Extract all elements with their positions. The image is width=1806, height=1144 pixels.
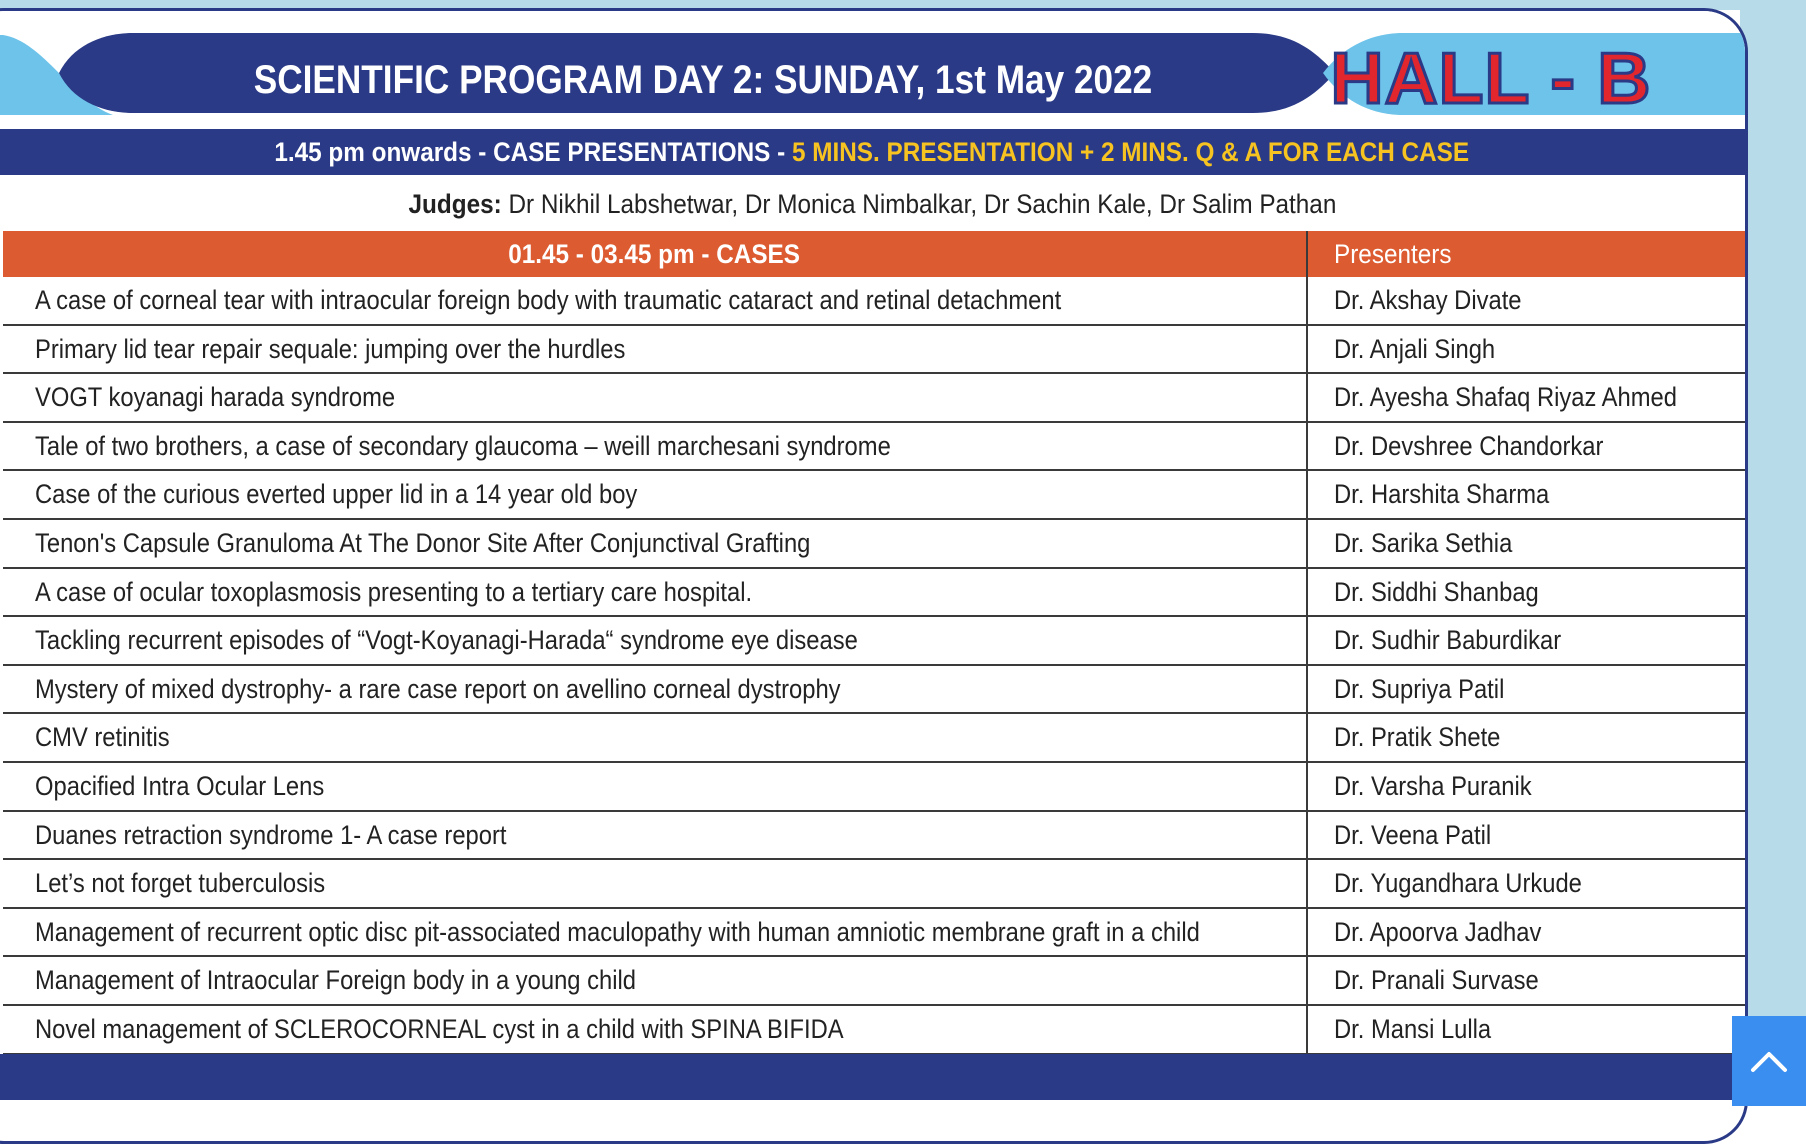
presenter-cell: [1308, 471, 1745, 518]
judges-text: [372, 181, 1336, 227]
case-title: Duanes retraction syndrome 1- A case report: [35, 819, 507, 850]
presenter-name: Dr. Mansi Lulla: [1334, 1013, 1492, 1044]
table-row: [3, 812, 1745, 861]
case-title: Tackling recurrent episodes of “Vogt-Koyanagi-Harada“ syndrome eye disease: [35, 625, 858, 656]
presenter-cell: [1308, 763, 1745, 810]
table-row: [3, 714, 1745, 763]
case-cell: [3, 277, 1308, 324]
presenter-name: Dr. Apoorva Jadhav: [1334, 916, 1542, 947]
presenter-cell: [1308, 909, 1745, 956]
table-row: [3, 471, 1745, 520]
presenter-cell: [1308, 957, 1745, 1004]
table-row: [3, 617, 1745, 666]
presenter-cell: [1308, 812, 1745, 859]
program-card: [0, 8, 1748, 1144]
case-title: Mystery of mixed dystrophy- a rare case report on avellino corneal dystrophy: [35, 673, 841, 704]
presenter-name: Dr. Sudhir Baburdikar: [1334, 625, 1562, 656]
table-row: [3, 957, 1745, 1006]
case-title: Tenon's Capsule Granuloma At The Donor Site After Conjunctival Grafting: [35, 527, 811, 558]
case-cell: [3, 666, 1308, 713]
presenter-name: Dr. Akshay Divate: [1334, 285, 1522, 315]
table-row: [3, 763, 1745, 812]
header-presenters-label: Presenters: [1334, 239, 1452, 269]
presenter-name: Dr. Anjali Singh: [1334, 333, 1496, 364]
session-info-text: [239, 129, 1470, 175]
case-cell: [3, 569, 1308, 616]
footer-band: [0, 1054, 1745, 1100]
cases-table: [3, 231, 1745, 1055]
chevron-up-icon: [1749, 1048, 1789, 1074]
table-row: [3, 520, 1745, 569]
table-row: [3, 909, 1745, 958]
presenter-name: Dr. Sarika Sethia: [1334, 527, 1513, 558]
case-title: Primary lid tear repair sequale: jumping over the hurdles: [35, 333, 626, 364]
table-row: [3, 1006, 1745, 1055]
case-title: A case of corneal tear with intraocular foreign body with traumatic cataract and retinal detachment: [35, 285, 1062, 315]
presenter-cell: [1308, 520, 1745, 567]
presenter-cell: [1308, 666, 1745, 713]
presenter-name: Dr. Pranali Survase: [1334, 965, 1539, 996]
case-title: Tale of two brothers, a case of secondary glaucoma – weill marchesani syndrome: [35, 430, 891, 461]
case-cell: [3, 812, 1308, 859]
case-title: Case of the curious everted upper lid in a 14 year old boy: [35, 479, 638, 510]
presenter-name: Dr. Yugandhara Urkude: [1334, 868, 1582, 899]
presenter-cell: [1308, 617, 1745, 664]
case-title: Management of recurrent optic disc pit-associated maculopathy with human amniotic membrane graft in a child: [35, 916, 1200, 947]
presenter-cell: [1308, 569, 1745, 616]
table-row: [3, 374, 1745, 423]
header-cases: [3, 231, 1308, 277]
header-cases-label: 01.45 - 03.45 pm - CASES: [508, 239, 801, 269]
presenter-cell: [1308, 423, 1745, 470]
session-format-label: 5 MINS. PRESENTATION + 2 MINS. Q & A FOR EACH CASE: [792, 137, 1470, 167]
presenter-name: Dr. Supriya Patil: [1334, 673, 1505, 704]
case-cell: [3, 617, 1308, 664]
case-cell: [3, 763, 1308, 810]
presenter-cell: [1308, 326, 1745, 373]
case-title: Opacified Intra Ocular Lens: [35, 770, 325, 801]
case-cell: [3, 326, 1308, 373]
case-cell: [3, 909, 1308, 956]
table-row: [3, 569, 1745, 618]
table-row: [3, 860, 1745, 909]
table-body: [3, 277, 1745, 1055]
presenter-name: Dr. Ayesha Shafaq Riyaz Ahmed: [1334, 382, 1677, 413]
case-cell: [3, 714, 1308, 761]
presenter-cell: [1308, 714, 1745, 761]
case-title: A case of ocular toxoplasmosis presenting to a tertiary care hospital.: [35, 576, 753, 607]
table-header: [3, 231, 1745, 277]
judges-line: [0, 181, 1745, 227]
presenter-cell: [1308, 1006, 1745, 1053]
table-row: [3, 666, 1745, 715]
case-title: CMV retinitis: [35, 722, 170, 753]
case-cell: [3, 374, 1308, 421]
hall-label: HALL - B: [1330, 39, 1652, 119]
judges-label: Judges:: [408, 189, 502, 219]
case-title: Let’s not forget tuberculosis: [35, 868, 326, 899]
case-title: Management of Intraocular Foreign body in a young child: [35, 965, 636, 996]
header-band: [0, 11, 1745, 123]
presenter-name: Dr. Pratik Shete: [1334, 722, 1501, 753]
case-cell: [3, 423, 1308, 470]
page-title: SCIENTIFIC PROGRAM DAY 2: SUNDAY, 1st May 2022: [253, 58, 1153, 102]
case-cell: [3, 860, 1308, 907]
presenter-name: Dr. Veena Patil: [1334, 819, 1492, 850]
case-cell: [3, 471, 1308, 518]
presenter-cell: [1308, 374, 1745, 421]
presenter-name: Dr. Harshita Sharma: [1334, 479, 1550, 510]
presenter-cell: [1308, 860, 1745, 907]
session-time-label: 1.45 pm onwards - CASE PRESENTATIONS -: [274, 137, 793, 167]
session-info-bar: [0, 129, 1745, 175]
presenter-name: Dr. Siddhi Shanbag: [1334, 576, 1539, 607]
judges-names: Dr Nikhil Labshetwar, Dr Monica Nimbalkar, Dr Sachin Kale, Dr Salim Pathan: [501, 189, 1336, 219]
case-title: VOGT koyanagi harada syndrome: [35, 382, 396, 413]
presenter-name: Dr. Varsha Puranik: [1334, 770, 1532, 801]
presenter-name: Dr. Devshree Chandorkar: [1334, 430, 1604, 461]
header-presenters: [1308, 231, 1745, 277]
case-cell: [3, 520, 1308, 567]
scroll-to-top-button[interactable]: [1732, 1016, 1806, 1106]
table-row: [3, 326, 1745, 375]
table-row: [3, 423, 1745, 472]
case-cell: [3, 1006, 1308, 1053]
table-row: [3, 277, 1745, 326]
case-title: Novel management of SCLEROCORNEAL cyst in a child with SPINA BIFIDA: [35, 1013, 844, 1044]
case-cell: [3, 957, 1308, 1004]
presenter-cell: [1308, 277, 1745, 324]
page-background-right: [1740, 0, 1806, 1106]
